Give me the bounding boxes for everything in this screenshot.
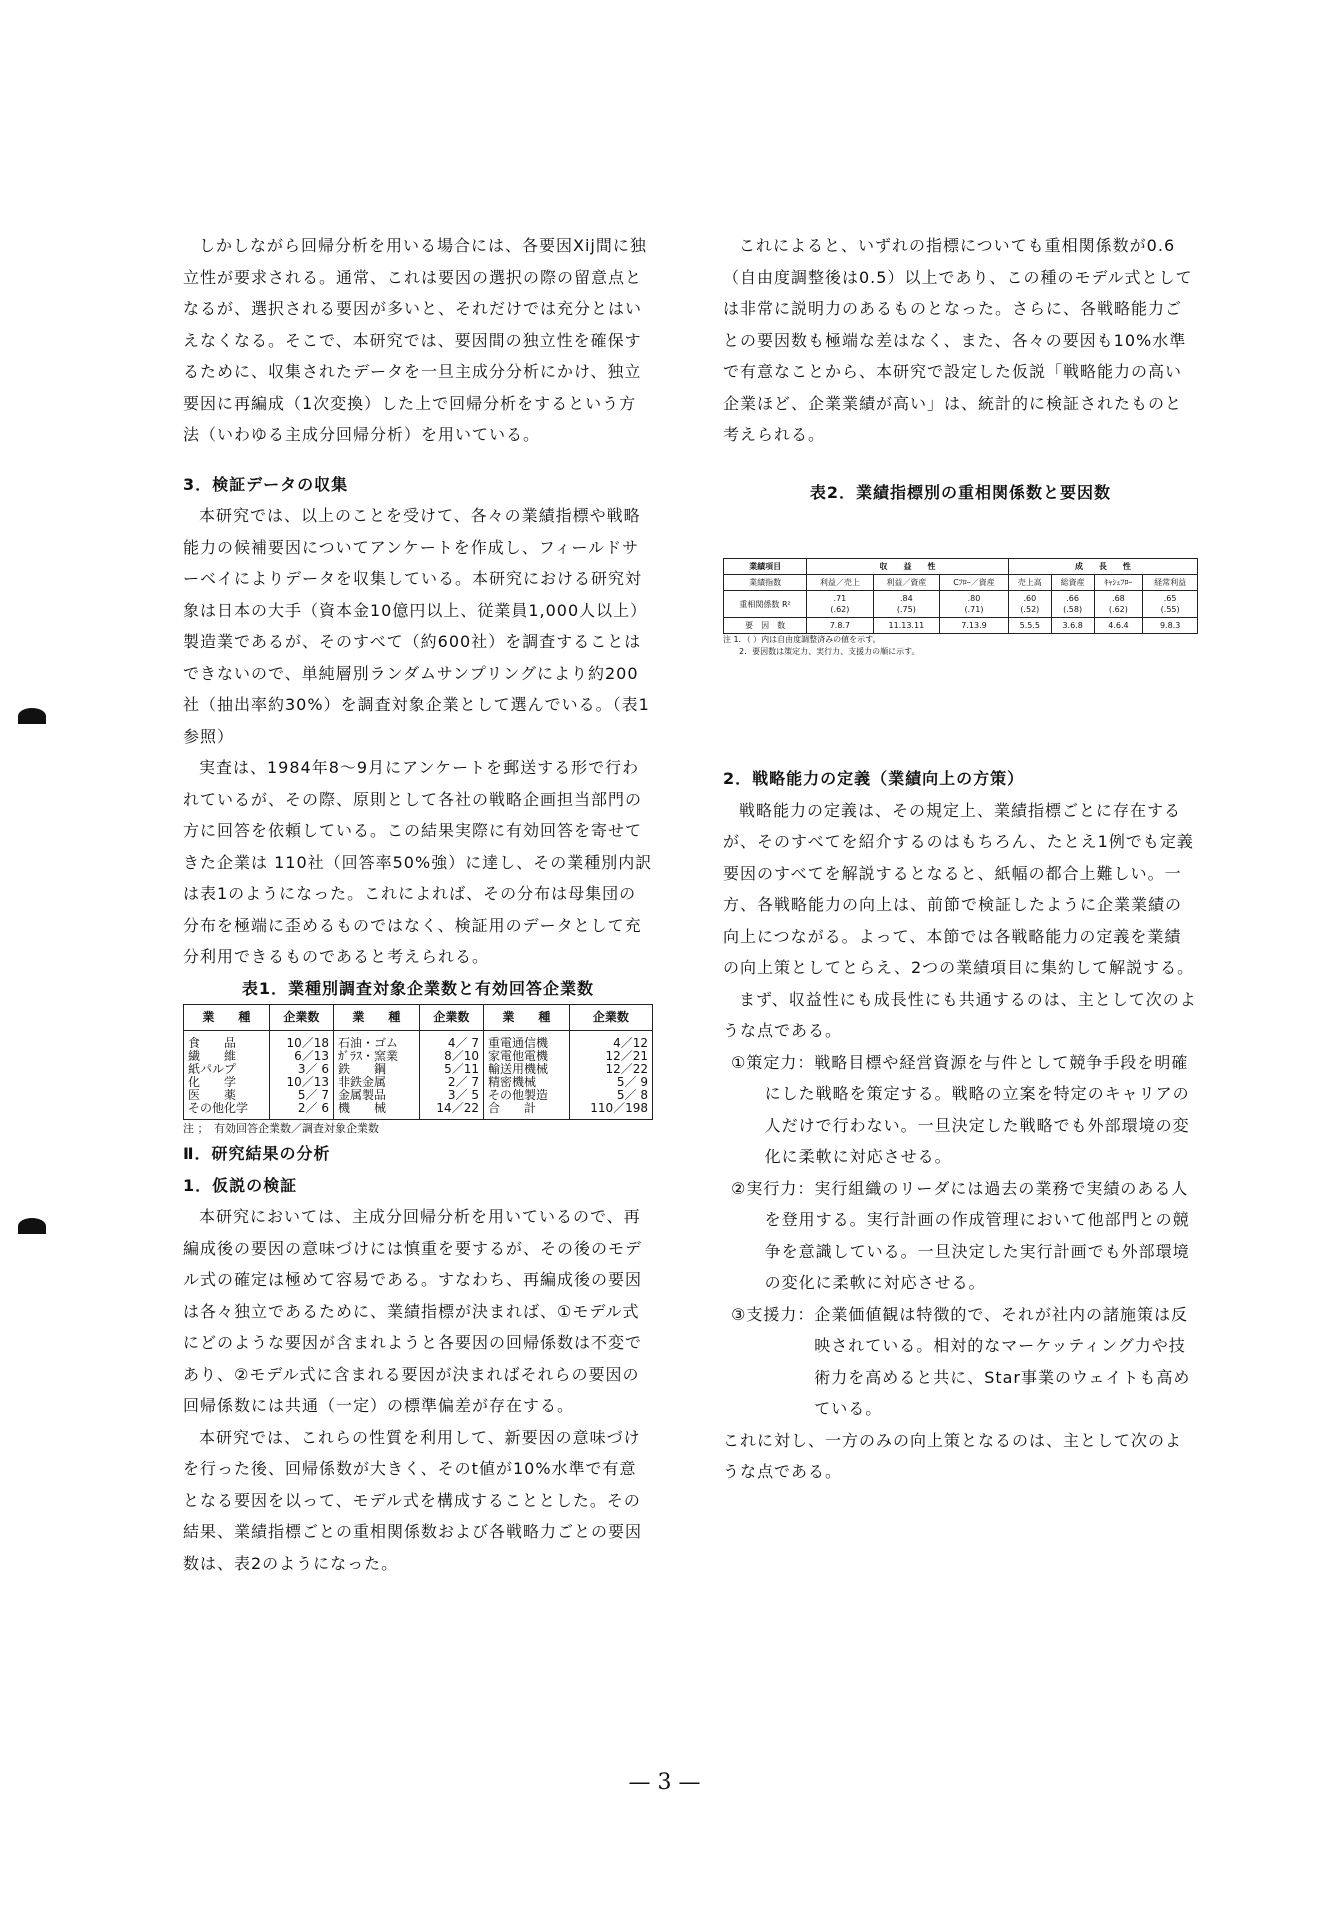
cell: 重相関係数 R² — [724, 591, 807, 618]
industry-name: 重電通信機 — [487, 1036, 548, 1050]
cell: 3.6.8 — [1051, 618, 1094, 634]
table-row — [724, 618, 1198, 634]
paragraph: 本研究では、これらの性質を利用して、新要因の意味づけを行った後、回帰係数が大きく、そのt値が10%水準で有意となる要因を以って、モデル式を構成することとした。その結果、業績指標ごとの重相関係数および各戦略力ごとの要因数は、表2のようになった。 — [183, 1427, 643, 1573]
scan-mark-2 — [18, 1218, 46, 1234]
list-item: ③支援力：企業価値観は特徴的で、それが社内の諸施策は反映されている。相対的なマーケッティング力や技術力を高めると共に、Star事業のウェイトも高めている。 — [731, 1304, 1191, 1418]
industry-name: 食 品 — [188, 1036, 237, 1050]
cell: 収 益 性 — [807, 559, 1009, 575]
industry-name: 合 計 — [487, 1101, 536, 1115]
industry-name: 医 薬 — [188, 1088, 237, 1102]
value: .68 — [1112, 594, 1125, 603]
industry-name: 紙パルプ — [188, 1062, 237, 1076]
industry-name: 精密機械 — [487, 1075, 536, 1089]
industry-name: ｶﾞﾗｽ・窯業 — [337, 1049, 398, 1063]
header-cell: 業 種 — [483, 1005, 569, 1031]
paragraph: これによると、いずれの指標についても重相関係数が0.6（自由度調整後は0.5）以上であり、この種のモデル式としては非常に説明力のあるものとなった。さらに、各戦略能力ごとの要因数も極端な差はなく、また、各々の要因も10%水準で有意なことから、本研究で設定した仮説「戦略能力の高い企業ほど、企業業績が高い」は、統計的に検証されたものと考えられる。 — [723, 236, 1193, 444]
count-column-2 — [419, 1031, 483, 1120]
cell: 7.13.9 — [940, 618, 1009, 634]
cell — [873, 591, 939, 618]
scan-mark-1 — [18, 708, 46, 724]
list-item: ①策定力：戦略目標や経営資源を与件として競争手段を明確にした戦略を策定する。戦略の立案を特定のキャリアの人だけで行わない。一旦決定した戦略でも外部環境の変化に柔軟に対応させる。 — [731, 1052, 1190, 1166]
value: (.71) — [964, 605, 984, 614]
cell: Cﾌﾛｰ／資産 — [940, 575, 1009, 591]
paragraph: 本研究では、以上のことを受けて、各々の業績指標や戦略能力の候補要因についてアンケートを作成し、フィールドサーベイによりデータを収集している。本研究における研究対象は日本の大手（資本金10億円以上、従業員1,000人以上）製造業であるが、そのすべて（約600社）を調査することはできないので、単純層別ランダムサンプリングにより約200社（抽出率約30%）を調査対象企業として選んでいる。（表1参照） — [183, 506, 650, 746]
paragraph: 戦略能力の定義は、その規定上、業績指標ごとに存在するが、そのすべてを紹介するのはもちろん、たとえ1例でも定義要因のすべてを解説するとなると、紙幅の都合上難しい。一方、各戦略能力の向上は、前節で検証したように企業業績の向上につながる。よって、本節では各戦略能力の定義を業績の向上策としてとらえ、2つの業績項目に集約して解説する。 — [723, 800, 1195, 977]
paragraph: 実査は、1984年8～9月にアンケートを郵送する形で行われているが、その際、原則として各社の戦略企画担当部門の方に回答を依頼している。この結果実際に有効回答を寄せてきた企業は 110社（回答率50%強）に達し、その業種別内訳は表1のようになった。これによれば、その分布は母集団の分布を極端に歪めるものではなく、検証用のデータとして充分利用できるものであると考えられる。 — [183, 758, 653, 966]
cell — [1051, 591, 1094, 618]
header-cell: 企業数 — [569, 1005, 652, 1031]
cell: 11.13.11 — [873, 618, 939, 634]
count-column-1 — [269, 1031, 333, 1120]
cell — [807, 591, 873, 618]
company-count: 10／13 — [286, 1075, 329, 1089]
cell: 利益／売上 — [807, 575, 873, 591]
company-count: 8／10 — [444, 1049, 479, 1063]
paragraph: 本研究においては、主成分回帰分析を用いているので、再編成後の要因の意味づけには慎重を要するが、その後のモデル式の確定は極めて容易である。すなわち、再編成後の要因は各々独立であるために、業績指標が決まれば、①モデル式にどのような要因が含まれようと各要因の回帰係数は不変であり、②モデル式に含まれる要因が決まればそれらの要因の回帰係数には共通（一定）の標準偏差が存在する。 — [183, 1207, 643, 1415]
cell: ｷｬｼｭﾌﾛｰ — [1094, 575, 1143, 591]
cell: 業績項目 — [724, 559, 807, 575]
company-count: 5／11 — [444, 1062, 479, 1076]
page-number: — 3 — — [628, 1770, 701, 1795]
table1-caption: 表1．業種別調査対象企業数と有効回答企業数 — [241, 978, 595, 998]
table-row — [184, 1031, 653, 1120]
industry-name: 鉄 鋼 — [337, 1062, 386, 1076]
table2 — [723, 558, 1198, 634]
company-count: 2／ 7 — [447, 1075, 479, 1089]
right-column — [723, 230, 1198, 1488]
company-count: 10／18 — [286, 1036, 329, 1050]
industry-name: 化 学 — [188, 1075, 237, 1089]
cell — [1008, 591, 1051, 618]
company-count: 4／ 7 — [447, 1036, 479, 1050]
value: .71 — [833, 594, 847, 603]
cell: 利益／資産 — [873, 575, 939, 591]
company-count: 5／ 8 — [616, 1088, 648, 1102]
cell — [1094, 591, 1143, 618]
cell: 経常利益 — [1143, 575, 1198, 591]
value: .66 — [1066, 594, 1079, 603]
industry-name: 繊 維 — [188, 1049, 237, 1063]
cell: 総資産 — [1051, 575, 1094, 591]
table2-note: 2．要因数は策定力、実行力、支援力の順に示す。 — [739, 647, 920, 656]
value: .65 — [1163, 594, 1177, 603]
industry-name: その他化学 — [188, 1101, 249, 1115]
table-header-row — [184, 1005, 653, 1031]
company-count: 14／22 — [436, 1101, 479, 1115]
table-row — [724, 575, 1198, 591]
cell: 要 因 数 — [724, 618, 807, 634]
section-heading: 1．仮説の検証 — [183, 1175, 298, 1195]
header-cell: 業 種 — [333, 1005, 419, 1031]
section-heading: 3．検証データの収集 — [183, 474, 349, 494]
cell: 業績指数 — [724, 575, 807, 591]
company-count: 110／198 — [590, 1101, 648, 1115]
company-count: 12／22 — [605, 1062, 648, 1076]
table2-note: 注 1．（ ）内は自由度調整済みの値を示す。 — [723, 635, 881, 644]
value: (.62) — [830, 605, 850, 614]
industry-name: 機 械 — [337, 1101, 386, 1115]
industry-name: 家電他電機 — [487, 1049, 548, 1063]
company-count: 12／21 — [605, 1049, 648, 1063]
table1 — [183, 1004, 653, 1120]
value: (.62) — [1108, 605, 1128, 614]
header-cell: 業 種 — [184, 1005, 270, 1031]
value: (.58) — [1063, 605, 1083, 614]
cell: 4.6.4 — [1094, 618, 1143, 634]
company-count: 3／ 5 — [447, 1088, 479, 1102]
cell: 成 長 性 — [1008, 559, 1197, 575]
table-row — [724, 559, 1198, 575]
cell: 売上高 — [1008, 575, 1051, 591]
table2-caption: 表2．業績指標別の重相関係数と要因数 — [809, 482, 1112, 502]
industry-name: 輸送用機械 — [487, 1062, 548, 1076]
industry-name: 金属製品 — [337, 1088, 386, 1102]
company-count: 2／ 6 — [297, 1101, 329, 1115]
header-cell: 企業数 — [269, 1005, 333, 1031]
paragraph: これに対し、一方のみの向上策となるのは、主として次のような点である。 — [723, 1430, 1183, 1481]
industry-name: 非鉄金属 — [337, 1075, 386, 1089]
section-heading: 2．戦略能力の定義（業績向上の方策） — [723, 769, 1025, 788]
company-count: 5／ 7 — [297, 1088, 329, 1102]
value: .60 — [1023, 594, 1037, 603]
cell: 7.8.7 — [807, 618, 873, 634]
company-count: 3／ 6 — [297, 1062, 329, 1076]
list-item: ②実行力：実行組織のリーダには過去の業務で実績のある人を登用する。実行計画の作成管理において他部門との競争を意識している。一旦決定した実行計画でも外部環境の変化に柔軟に対応させる。 — [731, 1178, 1190, 1292]
cell — [1143, 591, 1198, 618]
value: (.55) — [1160, 605, 1180, 614]
paragraph: まず、収益性にも成長性にも共通するのは、主として次のような点である。 — [723, 989, 1197, 1040]
industry-column-3 — [483, 1031, 569, 1120]
table-row — [724, 591, 1198, 618]
company-count: 6／13 — [294, 1049, 329, 1063]
value: .80 — [967, 594, 981, 603]
industry-column-1 — [184, 1031, 270, 1120]
chapter-heading: Ⅱ．研究結果の分析 — [183, 1144, 331, 1163]
industry-name: その他製造 — [487, 1088, 548, 1102]
count-column-3 — [569, 1031, 652, 1120]
table1-note: 注 ； 有効回答企業数／調査対象企業数 — [183, 1122, 379, 1135]
paragraph: しかしながら回帰分析を用いる場合には、各要因Xij間に独立性が要求される。通常、これは要因の選択の際の留意点となるが、選択される要因が多いと、それだけでは充分とはいえなくなる。そこで、本研究では、要因間の独立性を確保するために、収集されたデータを一旦主成分分析にかけ、独立要因に再編成（1次変換）した上で回帰分析をするという方法（いわゆる主成分回帰分析）を用いている。 — [183, 236, 647, 444]
left-column — [183, 230, 653, 1579]
header-cell: 企業数 — [419, 1005, 483, 1031]
value: (.52) — [1020, 605, 1040, 614]
cell — [940, 591, 1009, 618]
industry-name: 石油・ゴム — [337, 1036, 398, 1050]
company-count: 5／ 9 — [616, 1075, 648, 1089]
cell: 5.5.5 — [1008, 618, 1051, 634]
company-count: 4／12 — [613, 1036, 648, 1050]
industry-column-2 — [333, 1031, 419, 1120]
value: .84 — [899, 594, 913, 603]
value: (.75) — [896, 605, 916, 614]
cell: 9.8.3 — [1143, 618, 1198, 634]
